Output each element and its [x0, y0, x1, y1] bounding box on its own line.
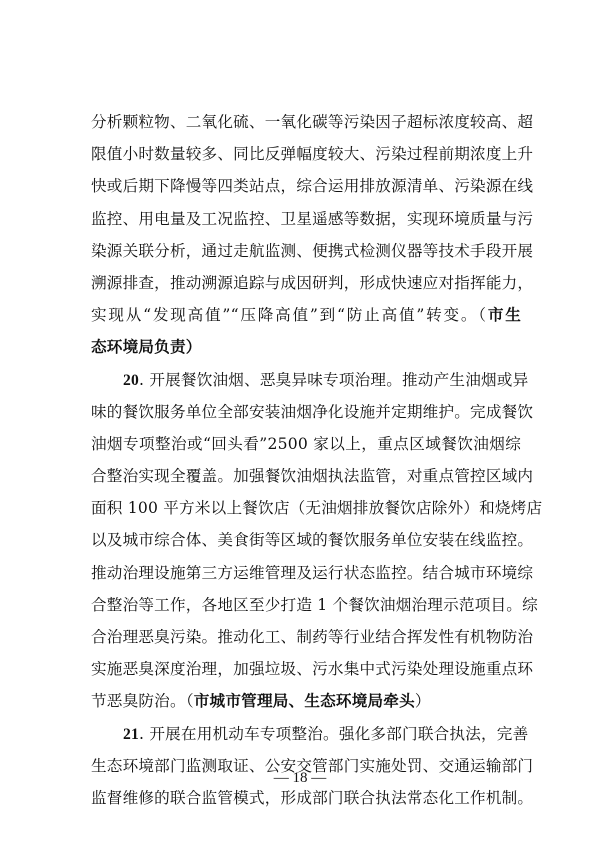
text-line: 实施恶臭深度治理，加强垃圾、污水集中式污染处理设施重点环 [91, 660, 534, 679]
text-line: 溯源排查，推动溯源追踪与成因研判，形成快速应对指挥能力， [91, 273, 534, 292]
text-segment: ） [414, 692, 431, 711]
item-20-heading-line [91, 364, 529, 396]
text-segment: 实现从“发现高值”“压降高值”到“防止高值”转变。（ [91, 306, 488, 325]
item-number: 20 [123, 371, 139, 389]
text-segment: 强化多部门联合执法，完善 [338, 724, 529, 743]
responsible-dept: 市城市管理局、生态环境局牵头 [193, 692, 415, 711]
text-line: 分析颗粒物、二氧化硫、一氧化碳等污染因子超标浓度较高、超 [91, 113, 534, 131]
item-21-heading-line [91, 718, 529, 750]
responsible-dept: 态环境局负责） [91, 338, 202, 357]
text-line: 限值小时数量较多、同比反弹幅度较大、污染过程前期浓度上升 [91, 145, 534, 164]
text-line: 生态环境部门监测取证、公安交管部门实施处罚、交通运输部门 [91, 756, 534, 775]
text-line: 面积 100 平方米以上餐饮店（无油烟排放餐饮店除外）和烧烤店 [91, 499, 543, 518]
text-line [91, 299, 521, 331]
text-line: 监督维修的联合监管模式，形成部门联合执法常态化工作机制。 [91, 788, 534, 807]
responsible-dept: 市生 [487, 306, 522, 325]
text-line: 染源关联分析，通过走航监测、便携式检测仪器等技术手段开展 [91, 241, 534, 260]
text-segment: 节恶臭防治。（ [91, 692, 194, 711]
text-line: 以及城市综合体、美食街等区域的餐饮服务单位安装在线监控。 [91, 531, 534, 550]
item-title: . 开展餐饮油烟、恶臭异味专项治理。 [139, 370, 403, 389]
text-line: 快或后期下降慢等四类站点，综合运用排放源清单、污染源在线 [91, 177, 534, 196]
text-segment: 推动产生油烟或异 [402, 370, 529, 389]
item-title: . 开展在用机动车专项整治。 [139, 724, 339, 743]
body-text [91, 106, 543, 814]
page-number: — 18 — [273, 770, 327, 786]
text-line: 合整治实现全覆盖。加强餐饮油烟执法监管，对重点管控区域内 [91, 467, 534, 486]
text-line: 味的餐饮服务单位全部安装油烟净化设施并定期维护。完成餐饮 [91, 402, 534, 421]
item-number: 21 [123, 725, 139, 743]
text-line: 合治理恶臭污染。推动化工、制药等行业结合挥发性有机物防治 [91, 628, 534, 646]
text-line: 监控、用电量及工况监控、卫星遥感等数据，实现环境质量与污 [91, 209, 534, 228]
text-line: 合整治等工作，各地区至少打造 1 个餐饮油烟治理示范项目。综 [91, 595, 538, 614]
text-line: 油烟专项整治或“回头看”2500 家以上，重点区域餐饮油烟综 [91, 434, 521, 453]
text-line [91, 685, 521, 717]
text-line: 推动治理设施第三方运维管理及运行状态监控。结合城市环境综 [91, 563, 534, 582]
text-line [91, 331, 521, 363]
